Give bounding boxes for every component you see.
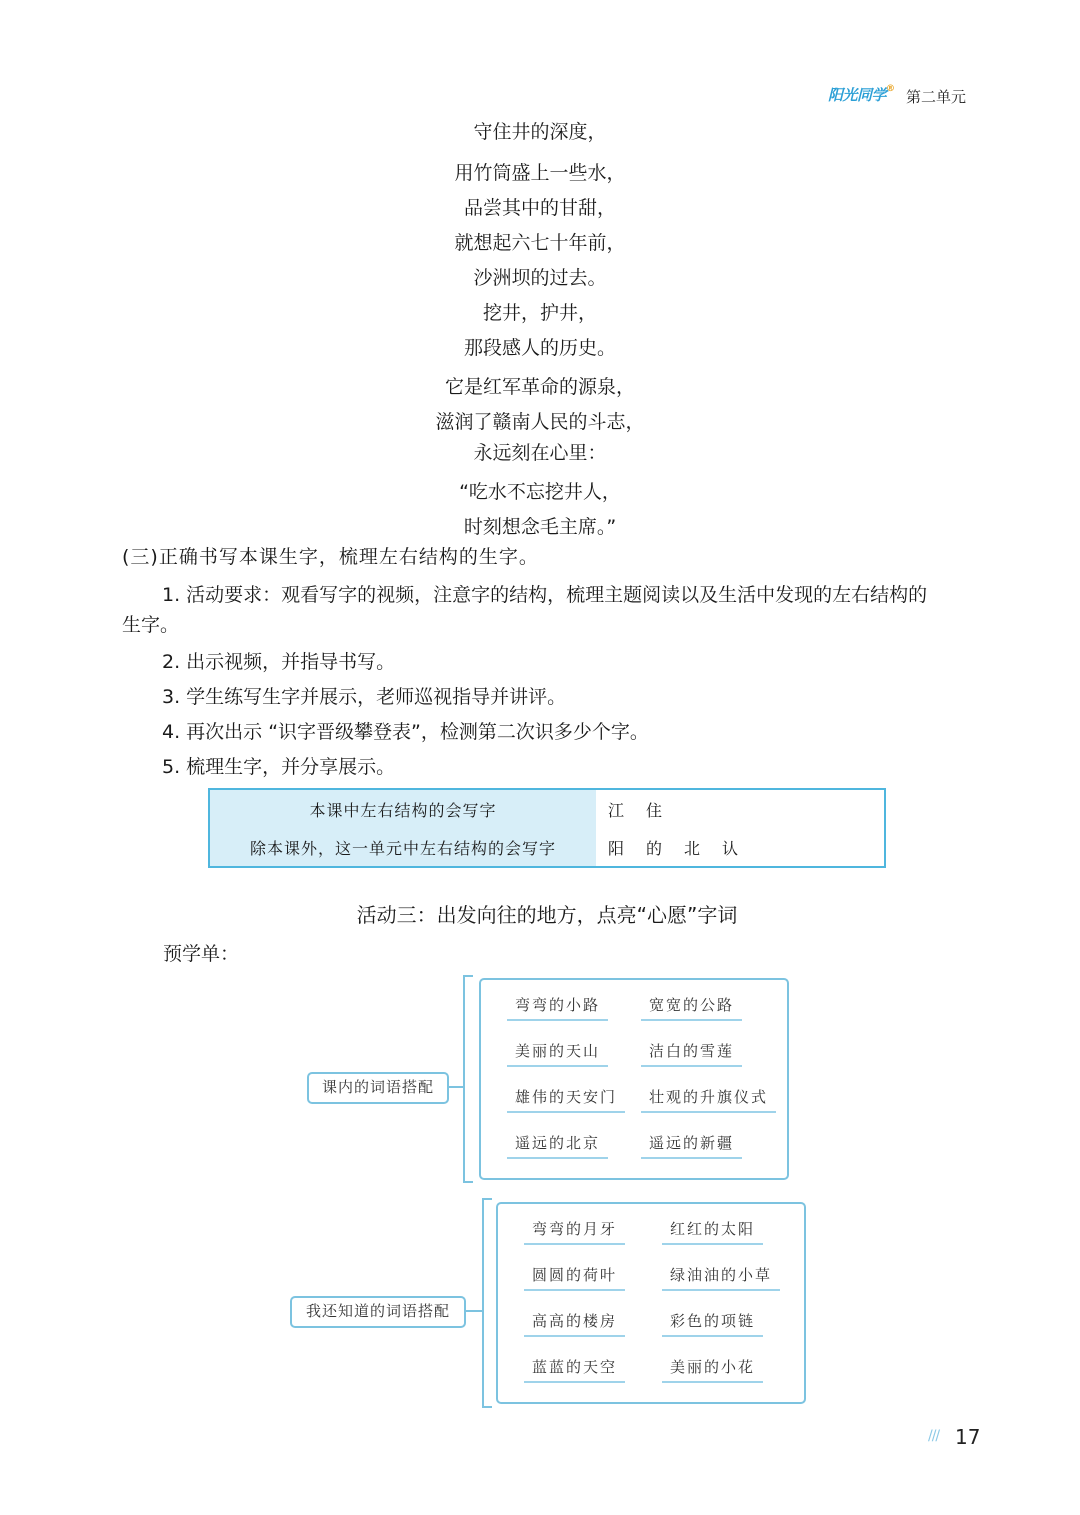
- word-pair: 美丽的天山: [507, 1040, 608, 1067]
- left-right-structure-table: [208, 788, 886, 868]
- word-pair: 雄伟的天安门: [507, 1086, 625, 1113]
- char: 认: [722, 838, 741, 858]
- poem-line: 它是红军革命的源泉，: [444, 376, 635, 398]
- step-4: 4. 再次出示 “识字晋级攀登表”，检测第二次识多少个字。: [162, 721, 649, 743]
- step-1-continued: 生字。: [122, 614, 180, 636]
- poem-line: 滋润了赣南人民的斗志，: [435, 411, 645, 433]
- step-3: 3. 学生练写生字并展示，老师巡视指导并讲评。: [162, 686, 567, 708]
- bracket-line: [482, 1198, 484, 1408]
- word-pair: 弯弯的小路: [507, 994, 608, 1021]
- activity-title: 活动三：出发向往的地方，点亮“心愿”字词: [356, 903, 738, 927]
- word-pair: 高高的楼房: [524, 1310, 625, 1337]
- word-pair: 绿油油的小草: [662, 1264, 780, 1291]
- word-pair: 圆圆的荷叶: [524, 1264, 625, 1291]
- poem-line: 时刻想念毛主席。”: [463, 516, 617, 538]
- word-pair: 红红的太阳: [662, 1218, 763, 1245]
- step-2: 2. 出示视频，并指导书写。: [162, 651, 396, 673]
- page-number-marks: ///: [928, 1428, 940, 1444]
- logo-mark-icon: ®: [886, 84, 895, 94]
- poem-line: 挖井，护井，: [482, 302, 597, 324]
- poem-line: 就想起六七十年前，: [454, 232, 626, 254]
- poem-line: 沙洲坝的过去。: [473, 267, 607, 289]
- bracket-line: [482, 1406, 492, 1408]
- table-row-chars: [596, 828, 885, 867]
- poem-line: 品尝其中的甘甜，: [463, 197, 616, 219]
- publisher-logo: [828, 84, 900, 108]
- poem-line: “吃水不忘挖井人，: [459, 481, 621, 503]
- prelearn-label: 预学单：: [163, 943, 240, 965]
- word-pair: 美丽的小花: [662, 1356, 763, 1383]
- bracket-line: [463, 975, 473, 977]
- word-pair: 蓝蓝的天空: [524, 1356, 625, 1383]
- word-pair: 遥远的新疆: [641, 1132, 742, 1159]
- word-pair: 壮观的升旗仪式: [641, 1086, 776, 1113]
- word-pair: 宽宽的公路: [641, 994, 742, 1021]
- table-row: [209, 789, 885, 828]
- poem-line: 守住井的深度，: [473, 121, 607, 143]
- poem-line: 那段感人的历史。: [463, 337, 616, 359]
- map-label-in-class: 课内的词语搭配: [307, 1072, 449, 1104]
- unit-title: 第二单元: [906, 88, 967, 106]
- bracket-line: [447, 1086, 463, 1088]
- bracket-line: [482, 1198, 492, 1200]
- section-heading: (三)正确书写本课生字，梳理左右结构的生字。: [122, 546, 539, 568]
- char: 北: [684, 838, 703, 858]
- word-pair: 遥远的北京: [507, 1132, 608, 1159]
- page-number: 17: [955, 1425, 981, 1449]
- bracket-line: [464, 1310, 482, 1312]
- table-row-chars: [596, 789, 885, 828]
- map-label-extra: 我还知道的词语搭配: [290, 1296, 466, 1328]
- char: 的: [646, 838, 665, 858]
- poem-line: 用竹筒盛上一些水，: [454, 162, 626, 184]
- word-pair: 彩色的项链: [662, 1310, 763, 1337]
- word-pair: 洁白的雪莲: [641, 1040, 742, 1067]
- table-row-label: 除本课外，这一单元中左右结构的会写字: [209, 828, 596, 867]
- table-row-label: 本课中左右结构的会写字: [209, 789, 596, 828]
- table-row: [209, 828, 885, 867]
- char: 阳: [608, 838, 627, 858]
- bracket-line: [463, 975, 465, 1183]
- step-5: 5. 梳理生字，并分享展示。: [162, 756, 396, 778]
- bracket-line: [463, 1181, 473, 1183]
- word-pair: 弯弯的月牙: [524, 1218, 625, 1245]
- word-pairs-box: [496, 1202, 806, 1404]
- logo-text: 阳光同学: [828, 86, 887, 104]
- char: 江: [608, 800, 627, 820]
- step-1: 1. 活动要求：观看写字的视频，注意字的结构，梳理主题阅读以及生活中发现的左右结构的: [162, 584, 928, 606]
- word-pairs-box: [479, 978, 789, 1180]
- char: 住: [646, 800, 665, 820]
- poem-line: 永远刻在心里：: [473, 442, 607, 464]
